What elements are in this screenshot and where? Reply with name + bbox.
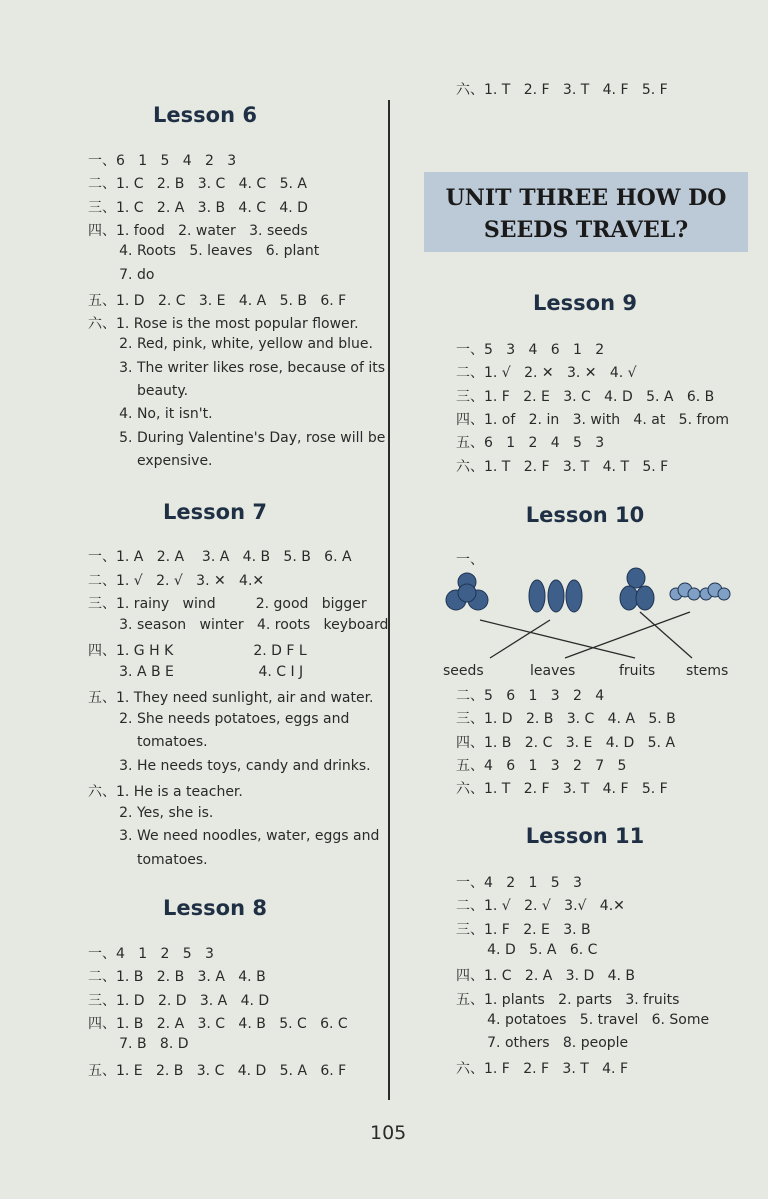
- column-divider: [388, 100, 390, 1100]
- match-word-seeds: seeds: [443, 663, 484, 679]
- answer-line: 五、1. E 2. B 3. C 4. D 5. A 6. F: [88, 1062, 347, 1079]
- match-word-fruits: fruits: [619, 663, 656, 679]
- answer-line: 4. D 5. A 6. C: [456, 941, 598, 958]
- answer-line: 2. Yes, she is.: [88, 804, 214, 821]
- answer-line: 三、1. F 2. E 3. C 4. D 5. A 6. B: [456, 388, 715, 405]
- answer-line: 二、5 6 1 3 2 4: [456, 688, 605, 704]
- answer-line: 一、1. A 2. A 3. A 4. B 5. B 6. A: [88, 549, 352, 565]
- lesson-9-title: Lesson 9: [533, 291, 637, 315]
- answer-line: beauty.: [88, 383, 189, 399]
- answer-line: 4. potatoes 5. travel 6. Some: [456, 1011, 710, 1028]
- answer-line: 四、1. G H K 2. D F L: [88, 643, 307, 659]
- unit-title-box: [424, 172, 748, 252]
- answer-line: 二、1. √ 2. √ 3.√ 4.✕: [456, 898, 625, 915]
- match-word-leaves: leaves: [530, 663, 576, 679]
- match-line-2: [480, 620, 635, 658]
- broccoli-icon: [670, 583, 730, 600]
- matching-lines: [480, 612, 692, 658]
- answer-line: 四、1. B 2. A 3. C 4. B 5. C 6. C: [88, 1015, 348, 1032]
- answer-line: 三、1. C 2. A 3. B 4. C 4. D: [88, 199, 308, 216]
- answer-line: 二、1. B 2. B 3. A 4. B: [88, 969, 266, 986]
- answer-line: 四、1. B 2. C 3. E 4. D 5. A: [456, 734, 676, 751]
- answer-line: 五、4 6 1 3 2 7 5: [456, 757, 627, 774]
- answer-line: 三、1. D 2. D 3. A 4. D: [88, 992, 270, 1009]
- lesson-10-part1-label: 一、: [456, 552, 484, 568]
- unit-title-line1: UNIT THREE HOW DO: [445, 185, 727, 211]
- lesson-7-title: Lesson 7: [163, 500, 267, 524]
- answer-line: 7. others 8. people: [456, 1035, 629, 1052]
- match-word-stems: stems: [686, 663, 729, 679]
- answer-line: 3. We need noodles, water, eggs and: [88, 828, 380, 844]
- lesson-6-title: Lesson 6: [153, 103, 257, 127]
- match-line-1: [490, 620, 550, 658]
- answer-line: 五、1. D 2. C 3. E 4. A 5. B 6. F: [88, 292, 347, 309]
- answer-line: 四、1. of 2. in 3. with 4. at 5. from: [456, 411, 730, 428]
- answer-line: 四、1. food 2. water 3. seeds: [88, 222, 308, 239]
- match-line-4: [640, 612, 692, 658]
- answer-line: 二、1. C 2. B 3. C 4. C 5. A: [88, 176, 307, 193]
- answer-line: 一、5 3 4 6 1 2: [456, 342, 605, 358]
- lesson-10-title: Lesson 10: [525, 503, 645, 527]
- tomatoes-icon: [446, 573, 488, 610]
- answer-line: 二、1. √ 2. √ 3. ✕ 4.✕: [88, 572, 265, 589]
- answer-line: 三、1. D 2. B 3. C 4. A 5. B: [456, 711, 676, 728]
- answer-line: 5. During Valentine's Day, rose will be: [88, 429, 386, 446]
- answer-line: tomatoes.: [88, 851, 208, 868]
- lesson-11-title: Lesson 11: [525, 824, 645, 848]
- answer-line: 三、1. rainy wind 2. good bigger: [88, 596, 367, 612]
- answer-line: 二、1. √ 2. ✕ 3. ✕ 4. √: [456, 365, 637, 382]
- answer-line: tomatoes.: [88, 734, 208, 750]
- answer-line: 六、1. T 2. F 3. T 4. F 5. F: [456, 781, 668, 798]
- answer-line: 五、6 1 2 4 5 3: [456, 435, 605, 452]
- answer-line: 三、1. F 2. E 3. B: [456, 921, 591, 938]
- answer-line: 六、1. F 2. F 3. T 4. F: [456, 1061, 628, 1078]
- answer-line: 7. do: [88, 266, 155, 283]
- answer-line: 4. No, it isn't.: [88, 406, 213, 423]
- answer-line: 六、1. Rose is the most popular flower.: [88, 316, 359, 333]
- answer-line: 一、4 1 2 5 3: [88, 946, 214, 962]
- answer-line: 六、1. T 2. F 3. T 4. T 5. F: [456, 458, 669, 475]
- matching-pictures: [440, 560, 740, 660]
- answer-line: 五、1. plants 2. parts 3. fruits: [456, 991, 680, 1008]
- answer-line: 4. Roots 5. leaves 6. plant: [88, 243, 320, 260]
- answer-line: 3. A B E 4. C I J: [88, 663, 304, 680]
- unit-title-line2: SEEDS TRAVEL?: [483, 217, 689, 243]
- answer-line: 四、1. C 2. A 3. D 4. B: [456, 968, 636, 985]
- peanuts-icon: [529, 580, 582, 612]
- answer-line: 3. He needs toys, candy and drinks.: [88, 757, 371, 774]
- answer-line: 五、1. They need sunlight, air and water.: [88, 690, 374, 706]
- answer-line: expensive.: [88, 452, 213, 469]
- potatoes-icon: [620, 568, 654, 610]
- lesson-8-part6-line: 六、1. T 2. F 3. T 4. F 5. F: [456, 82, 668, 98]
- answer-line: 一、4 2 1 5 3: [456, 875, 582, 891]
- answer-line: 3. The writer likes rose, because of its: [88, 359, 386, 376]
- match-line-3: [565, 612, 690, 658]
- page-number: 105: [370, 1122, 407, 1144]
- answer-line: 2. Red, pink, white, yellow and blue.: [88, 336, 373, 353]
- answer-line: 7. B 8. D: [88, 1036, 189, 1053]
- lesson-8-title: Lesson 8: [163, 896, 267, 920]
- answer-line: 一、6 1 5 4 2 3: [88, 153, 237, 169]
- answer-line: 六、1. He is a teacher.: [88, 784, 243, 800]
- answer-line: 2. She needs potatoes, eggs and: [88, 710, 350, 727]
- answer-line: 3. season winter 4. roots keyboard: [88, 616, 389, 633]
